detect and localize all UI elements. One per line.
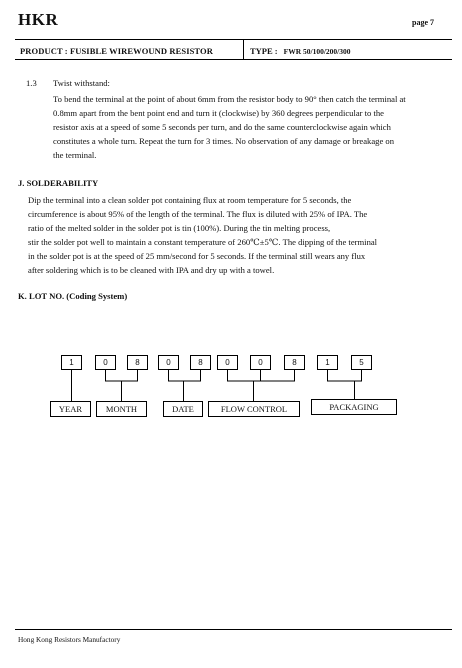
lot-digit-box: 0 (95, 355, 116, 370)
lot-label-date: DATE (163, 401, 203, 417)
text-line: constitutes a whole turn. Repeat the turn for 3 times. No observation of any damage or breakage on (53, 136, 395, 146)
lot-label-year: YEAR (50, 401, 91, 417)
text-line: resistor axis at a speed of some 5 seconds per turn, and do the same counterclockwise again which (53, 122, 391, 132)
page-number: page 7 (412, 18, 434, 27)
type-value: FWR 50/100/200/300 (283, 47, 351, 56)
section-1-3-number: 1.3 (26, 78, 37, 88)
text-line: circumference is about 95% of the length of the terminal. The flux is diluted with 25% of IPA. The (28, 209, 368, 219)
text-line: ratio of the melted solder in the solder pot is tin (100%). During the tin melting process, (28, 223, 331, 233)
lot-digit-box: 8 (284, 355, 305, 370)
brand-logo-text: HKR (18, 10, 59, 29)
footer-rule (15, 629, 452, 630)
lot-digit-box: 0 (158, 355, 179, 370)
lot-label-month: MONTH (96, 401, 147, 417)
text-line: after soldering which is to be cleaned with IPA and dry up with a towel. (28, 265, 275, 275)
section-1-3-heading: Twist withstand: (53, 78, 110, 88)
lot-digit-box: 0 (217, 355, 238, 370)
text-line: To bend the terminal at the point of about 6mm from the resistor body to 90° then catch the terminal at (53, 94, 406, 104)
lot-digit-box: 8 (127, 355, 148, 370)
text-line: Dip the terminal into a clean solder pot containing flux at room temperature for 5 seconds, the (28, 195, 352, 205)
section-j-heading: J. SOLDERABILITY (18, 178, 99, 188)
text-line: in the solder pot is at the speed of 25 mm/second for 5 seconds. If the terminal still wears any flux (28, 251, 366, 261)
lot-digit-box: 1 (61, 355, 82, 370)
section-k-heading: K. LOT NO. (Coding System) (18, 291, 128, 301)
text-line: the terminal. (53, 150, 97, 160)
lot-digit-box: 5 (351, 355, 372, 370)
text-line: 0.8mm apart from the bent point end and turn it (clockwise) by 360 degrees perpendicular to the (53, 108, 384, 118)
product-label: PRODUCT : FUSIBLE WIREWOUND RESISTOR (20, 46, 214, 56)
lot-digit-box: 0 (250, 355, 271, 370)
lot-digit-box: 1 (317, 355, 338, 370)
footer-company: Hong Kong Resistors Manufactory (18, 635, 121, 644)
lot-digit-box: 8 (190, 355, 211, 370)
lot-label-flow-control: FLOW CONTROL (208, 401, 300, 417)
lot-label-packaging: PACKAGING (311, 399, 397, 415)
type-label-text: TYPE : (250, 46, 278, 56)
text-line: stir the solder pot well to maintain a constant temperature of 260℃±5℃. The dipping of the terminal (28, 237, 378, 247)
